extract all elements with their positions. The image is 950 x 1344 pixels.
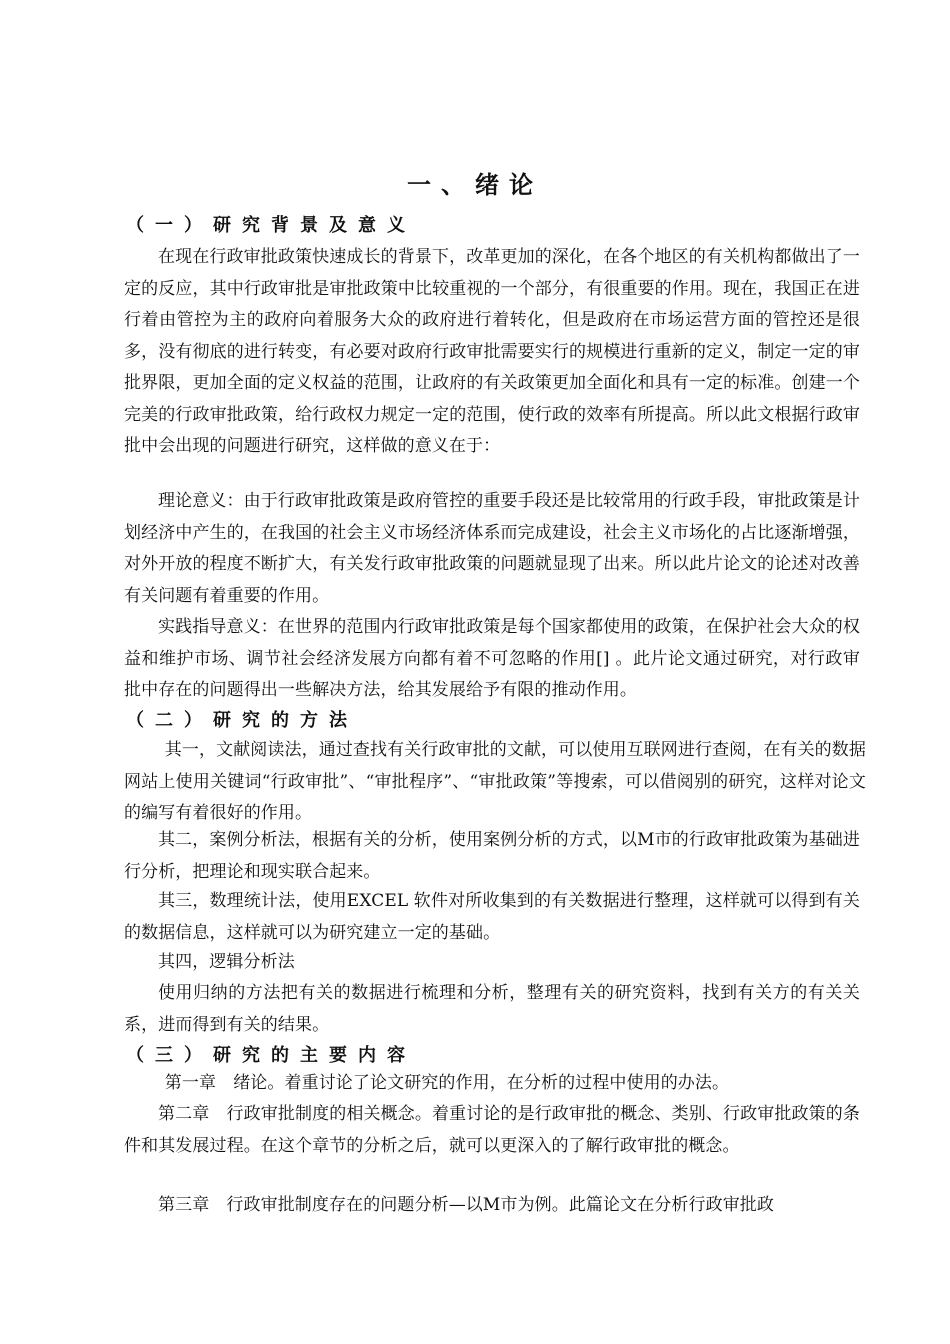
paragraph-theoretical-significance: 理论意义：由于行政审批政策是政府管控的重要手段还是比较常用的行政手段，审批政策是计划经济中产生的，在我国的社会主义市场经济体系而完成建设，社会主义市场化的占比逐渐增强，对外开放的程度不断扩大，有关发行政审批政策的问题就显现了出来。所以此片论文的论述对改善有关问题有着重要的作用。: [124, 491, 860, 606]
section-heading-methods: （二）研究的方法: [126, 710, 358, 731]
chapter-title: 一、绪论: [407, 171, 543, 199]
paragraph-case-analysis-method: 其二，案例分析法，根据有关的分析，使用案例分析的方式，以M市的行政审批政策为基础进行分析，把理论和现实联合起来。: [124, 830, 860, 882]
paragraph-chapter-two: 第二章 行政审批制度的相关概念。着重讨论的是行政审批的概念、类别、行政审批政策的条件和其发展过程。在这个章节的分析之后，就可以更深入的了解行政审批的概念。: [124, 1104, 860, 1156]
paragraph-logic-method: 其四，逻辑分析法: [158, 952, 295, 972]
section-heading-background: （一）研究背景及意义: [126, 215, 416, 236]
paragraph-background: 在现在行政审批政策快速成长的背景下，改革更加的深化，在各个地区的有关机构都做出了一定的反应，其中行政审批是审批政策中比较重视的一个部分，有很重要的作用。现在，我国正在进行着由管控为主的政府向着服务大众的政府进行着转化，但是政府在市场运营方面的管控还是很多，没有彻底的进行转变，有必要对政府行政审批需要实行的规模进行重新的定义，制定一定的审批界限，更加全面的定义权益的范围，让政府的有关政策更加全面化和具有一定的标准。创建一个完美的行政审批政策，给行政权力规定一定的范围，使行政的效率有所提高。所以此文根据行政审批中会出现的问题进行研究，这样做的意义在于：: [124, 247, 860, 456]
paragraph-literature-method: 其一，文献阅读法，通过查找有关行政审批的文献，可以使用互联网进行查阅，在有关的数据网站上使用关键词“行政审批”、“审批程序”、“审批政策”等搜索，可以借阅别的研究，这样对论文的编写有着很好的作用。: [124, 740, 866, 823]
section-heading-contents: （三）研究的主要内容: [126, 1045, 416, 1066]
paragraph-statistics-method: 其三，数理统计法，使用EXCEL 软件对所收集到的有关数据进行整理，这样就可以得到有关的数据信息，这样就可以为研究建立一定的基础。: [124, 891, 860, 943]
paragraph-chapter-three: 第三章 行政审批制度存在的问题分析—以M市为例。此篇论文在分析行政审批政: [158, 1195, 775, 1215]
paragraph-practical-significance: 实践指导意义：在世界的范围内行政审批政策是每个国家都使用的政策，在保护社会大众的权益和维护市场、调节社会经济发展方向都有着不可忽略的作用[] 。此片论文通过研究，对行政审批中存在的问题得出一些解决方法，给其发展给予有限的推动作用。: [124, 617, 860, 700]
paragraph-induction: 使用归纳的方法把有关的数据进行梳理和分析，整理有关的研究资料，找到有关方的有关关系，进而得到有关的结果。: [124, 983, 860, 1035]
paragraph-chapter-one: 第一章 绪论。着重讨论了论文研究的作用，在分析的过程中使用的办法。: [164, 1073, 730, 1093]
